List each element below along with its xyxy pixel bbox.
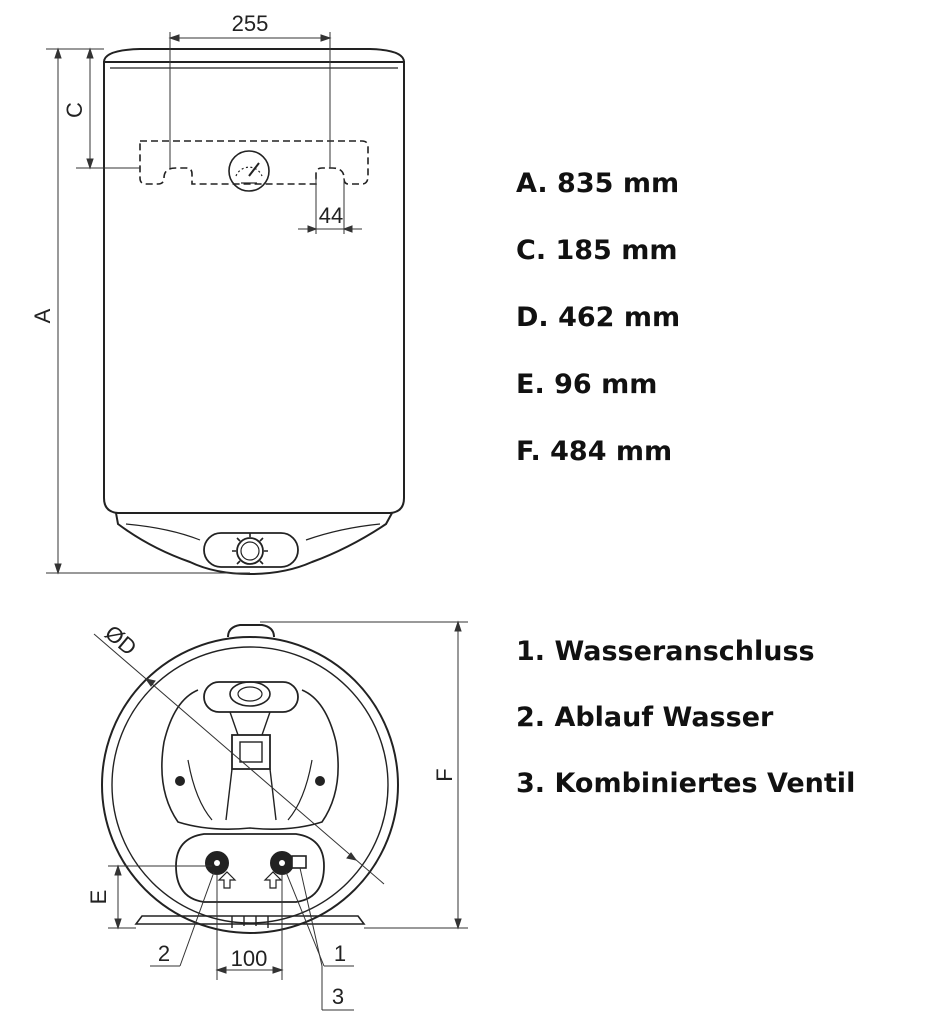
dimension-d-label: ØD: [100, 620, 142, 661]
dimension-e-label: E: [86, 889, 111, 905]
callout-3-label: 3: [331, 984, 345, 1009]
top-cap: [104, 49, 404, 62]
top-view: [102, 625, 398, 933]
front-dimensions: [46, 32, 362, 573]
legend-item-3: 3. Kombiniertes Ventil: [516, 768, 856, 799]
spec-c: C. 185 mm: [516, 235, 678, 266]
legend-item-2: 2. Ablauf Wasser: [516, 702, 774, 733]
dimension-100-label: 100: [230, 946, 268, 971]
inner-cover: [162, 690, 338, 829]
heater-module: [232, 735, 270, 769]
dimension-255-label: 255: [231, 11, 269, 36]
dimension-44-label: 44: [318, 203, 344, 228]
spec-a: A. 835 mm: [516, 168, 680, 199]
thermometer-icon: [229, 151, 269, 191]
combination-valve-icon: [292, 856, 306, 868]
spec-e: E. 96 mm: [516, 369, 658, 400]
dimension-c-label: C: [62, 102, 87, 118]
dimension-f-label: F: [432, 768, 457, 782]
callout-2-label: 2: [157, 941, 171, 966]
dimension-a-label: A: [30, 308, 55, 324]
top-dimensions: [94, 622, 468, 1010]
tank-body: [104, 62, 404, 513]
spec-d: D. 462 mm: [516, 302, 681, 333]
tank-inner-ring: [112, 647, 388, 923]
spec-f: F. 484 mm: [516, 436, 673, 467]
front-view: [104, 49, 404, 574]
mounting-bracket: [140, 141, 368, 184]
legend-item-1: 1. Wasseranschluss: [516, 636, 815, 667]
top-nub: [228, 625, 274, 637]
callout-1-label: 1: [333, 941, 347, 966]
